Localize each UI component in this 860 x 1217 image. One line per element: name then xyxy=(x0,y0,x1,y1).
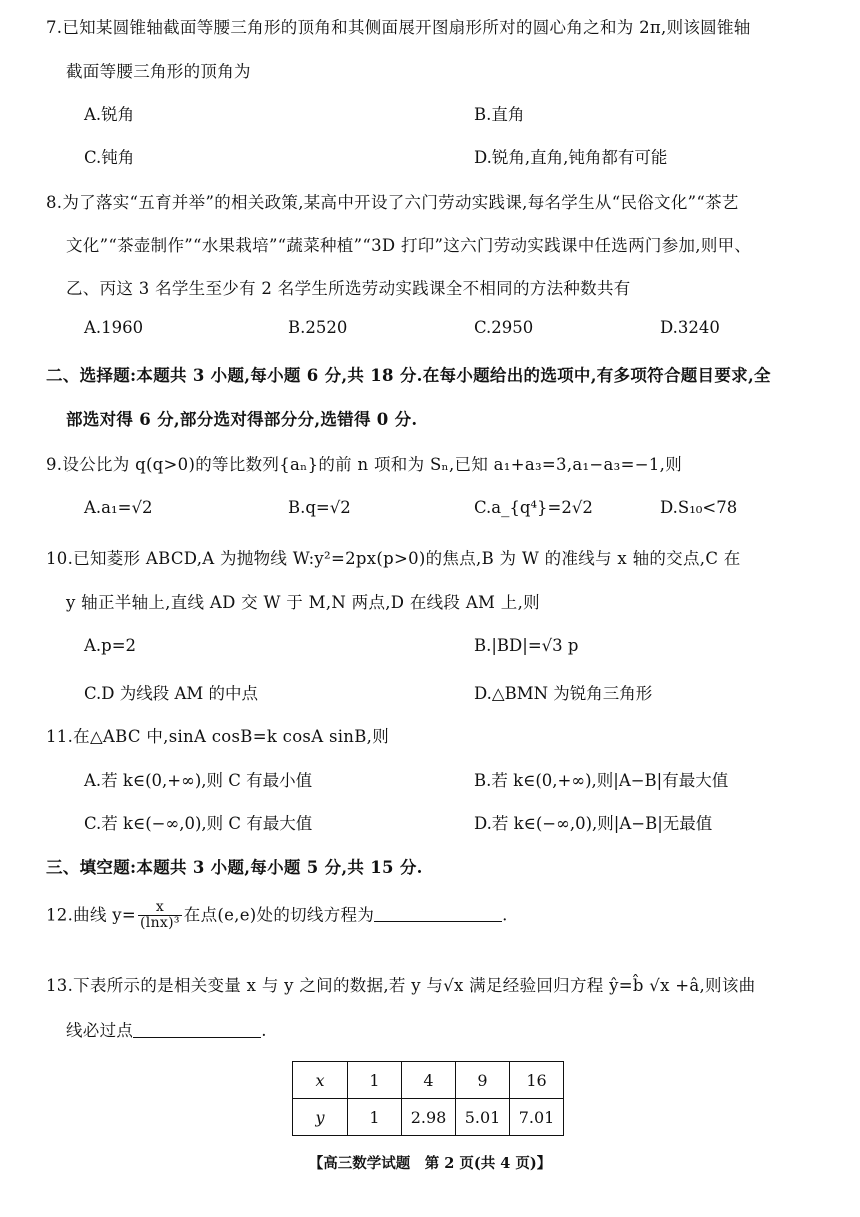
q10-option-a: A.p=2 xyxy=(84,636,137,655)
q11-option-a: A.若 k∈(0,+∞),则 C 有最小值 xyxy=(84,771,313,790)
q8-stem-line3: 乙、丙这 3 名学生至少有 2 名学生所选劳动实践课全不相同的方法种数共有 xyxy=(66,279,631,298)
table-cell: 1 xyxy=(348,1062,402,1099)
q9-stem: 9.设公比为 q(q>0)的等比数列{aₙ}的前 n 项和为 Sₙ,已知 a₁+a₃=3,a₁−a₃=−1,则 xyxy=(46,455,682,474)
q10-option-d: D.△BMN 为锐角三角形 xyxy=(474,684,653,703)
q12-stem xyxy=(46,900,508,932)
q8-option-c: C.2950 xyxy=(474,318,534,337)
q8-stem-line2: 文化”“茶壶制作”“水果栽培”“蔬菜种植”“3D 打印”这六门劳动实践课中任选两门参加,则甲、 xyxy=(66,236,752,255)
q7-stem-line1: 7.已知某圆锥轴截面等腰三角形的顶角和其侧面展开图扇形所对的圆心角之和为 2π,则该圆锥轴 xyxy=(46,18,751,37)
q7-option-d: D.锐角,直角,钝角都有可能 xyxy=(474,148,668,167)
q10-option-c: C.D 为线段 AM 的中点 xyxy=(84,684,259,703)
q13-answer-blank[interactable] xyxy=(133,1021,261,1038)
section3-heading: 三、填空题:本题共 3 小题,每小题 5 分,共 15 分. xyxy=(46,858,423,877)
table-row-x xyxy=(293,1062,564,1099)
q8-stem-line1: 8.为了落实“五育并举”的相关政策,某高中开设了六门劳动实践课,每名学生从“民俗文化”“茶艺 xyxy=(46,193,739,212)
table-cell: 2.98 xyxy=(402,1099,456,1136)
section2-heading-line1: 二、选择题:本题共 3 小题,每小题 6 分,共 18 分.在每小题给出的选项中,有多项符合题目要求,全 xyxy=(46,366,771,385)
q12-fraction xyxy=(138,900,182,932)
q13-stem-line1: 13.下表所示的是相关变量 x 与 y 之间的数据,若 y 与√x 满足经验回归方程 ŷ=b̂ √x +â,则该曲 xyxy=(46,976,756,995)
q13-line2-prefix: 线必过点 xyxy=(66,1021,134,1040)
table-cell: 4 xyxy=(402,1062,456,1099)
q11-stem: 11.在△ABC 中,sinA cosB=k cosA sinB,则 xyxy=(46,727,390,746)
q9-option-d: D.S₁₀<78 xyxy=(660,498,738,517)
table-cell: 9 xyxy=(456,1062,510,1099)
q12-numerator: x xyxy=(138,900,182,916)
q12-end: . xyxy=(502,905,508,925)
page-footer: 【高三数学试题 第 2 页(共 4 页)】 xyxy=(308,1155,552,1172)
table-cell: 7.01 xyxy=(510,1099,564,1136)
q7-option-b: B.直角 xyxy=(474,105,525,124)
q7-stem-line2: 截面等腰三角形的顶角为 xyxy=(66,62,251,81)
q10-stem-line1: 10.已知菱形 ABCD,A 为抛物线 W:y²=2px(p>0)的焦点,B 为 W 的准线与 x 轴的交点,C 在 xyxy=(46,549,741,568)
q12-answer-blank[interactable] xyxy=(374,905,502,922)
q7-option-c: C.钝角 xyxy=(84,148,135,167)
q9-option-b: B.q=√2 xyxy=(288,498,351,517)
q11-option-c: C.若 k∈(−∞,0),则 C 有最大值 xyxy=(84,814,313,833)
q13-stem-line2 xyxy=(66,1017,267,1041)
q12-prefix: 12.曲线 y= xyxy=(46,905,137,925)
section2-heading-line2: 部选对得 6 分,部分选对得部分分,选错得 0 分. xyxy=(66,410,418,429)
table-cell: 1 xyxy=(348,1099,402,1136)
q7-option-a: A.锐角 xyxy=(84,105,135,124)
q12-suffix: 在点(e,e)处的切线方程为 xyxy=(183,905,375,925)
q8-option-b: B.2520 xyxy=(288,318,348,337)
data-table xyxy=(292,1061,564,1136)
table-cell: y xyxy=(293,1099,348,1136)
q8-option-d: D.3240 xyxy=(660,318,720,337)
table-row-y xyxy=(293,1099,564,1136)
q9-option-a: A.a₁=√2 xyxy=(84,498,153,517)
q10-option-b: B.|BD|=√3 p xyxy=(474,636,579,655)
q8-option-a: A.1960 xyxy=(84,318,144,337)
q9-option-c: C.a_{q⁴}=2√2 xyxy=(474,498,593,517)
table-cell: 16 xyxy=(510,1062,564,1099)
table-cell: x xyxy=(293,1062,348,1099)
q12-denominator: (lnx)³ xyxy=(140,915,180,932)
q10-stem-line2: y 轴正半轴上,直线 AD 交 W 于 M,N 两点,D 在线段 AM 上,则 xyxy=(66,593,540,612)
q13-line2-end: . xyxy=(261,1021,267,1040)
q11-option-d: D.若 k∈(−∞,0),则|A−B|无最值 xyxy=(474,814,713,833)
table-cell: 5.01 xyxy=(456,1099,510,1136)
q11-option-b: B.若 k∈(0,+∞),则|A−B|有最大值 xyxy=(474,771,729,790)
